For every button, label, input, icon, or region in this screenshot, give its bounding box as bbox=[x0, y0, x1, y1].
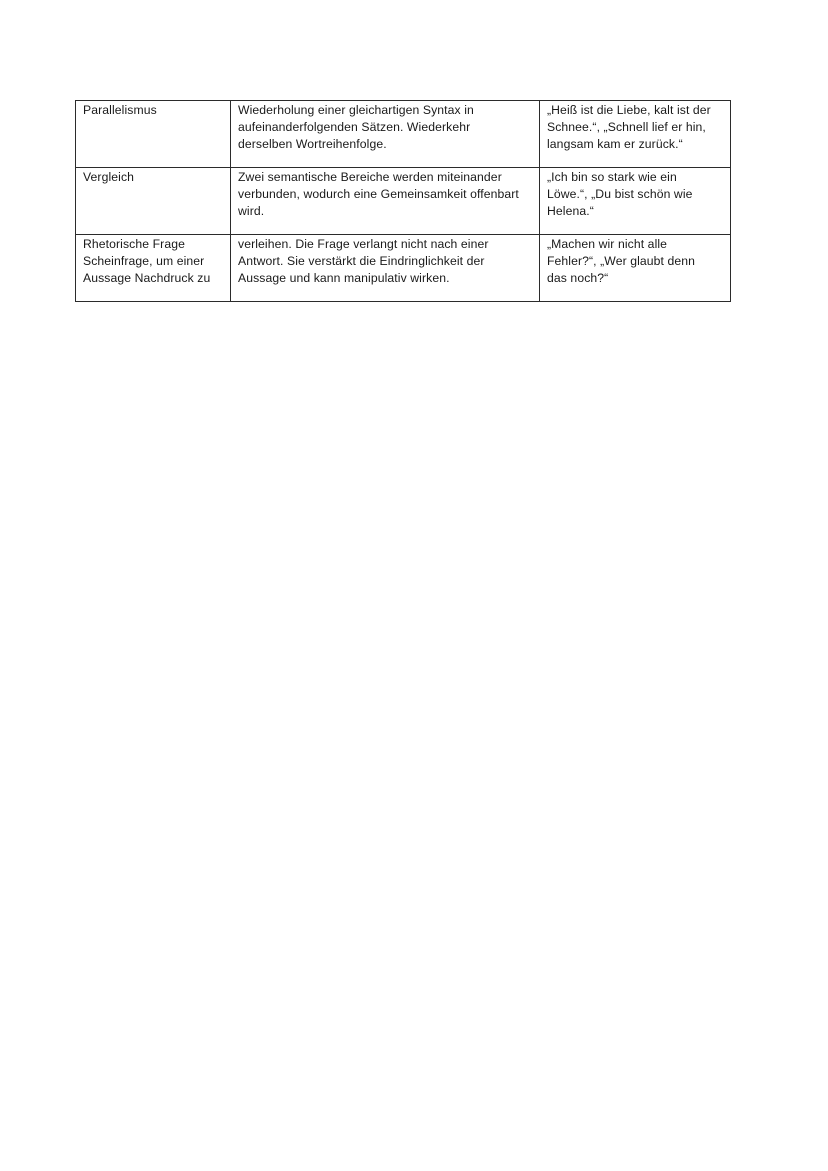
table-row bbox=[76, 101, 731, 168]
example-cell: „Heiß ist die Liebe, kalt ist der Schnee.“, „Schnell lief er hin, langsam kam er zurück.“ bbox=[540, 101, 731, 168]
table-row bbox=[76, 168, 731, 235]
example-cell: „Ich bin so stark wie ein Löwe.“, „Du bist schön wie Helena.“ bbox=[540, 168, 731, 235]
stylistic-devices-table bbox=[75, 100, 731, 302]
table-row bbox=[76, 235, 731, 302]
definition-cell: Wiederholung einer gleichartigen Syntax in aufeinanderfolgenden Sätzen. Wiederkehr derselben Wortreihenfolge. bbox=[231, 101, 540, 168]
definition-cell: verleihen. Die Frage verlangt nicht nach einer Antwort. Sie verstärkt die Eindringlichkeit der Aussage und kann manipulativ wirken. bbox=[231, 235, 540, 302]
term-cell: Parallelismus bbox=[76, 101, 231, 168]
example-cell: „Machen wir nicht alle Fehler?“, „Wer glaubt denn das noch?“ bbox=[540, 235, 731, 302]
term-cell: Vergleich bbox=[76, 168, 231, 235]
term-cell: Rhetorische Frage Scheinfrage, um einer Aussage Nachdruck zu bbox=[76, 235, 231, 302]
definition-cell: Zwei semantische Bereiche werden miteinander verbunden, wodurch eine Gemeinsamkeit offenbart wird. bbox=[231, 168, 540, 235]
